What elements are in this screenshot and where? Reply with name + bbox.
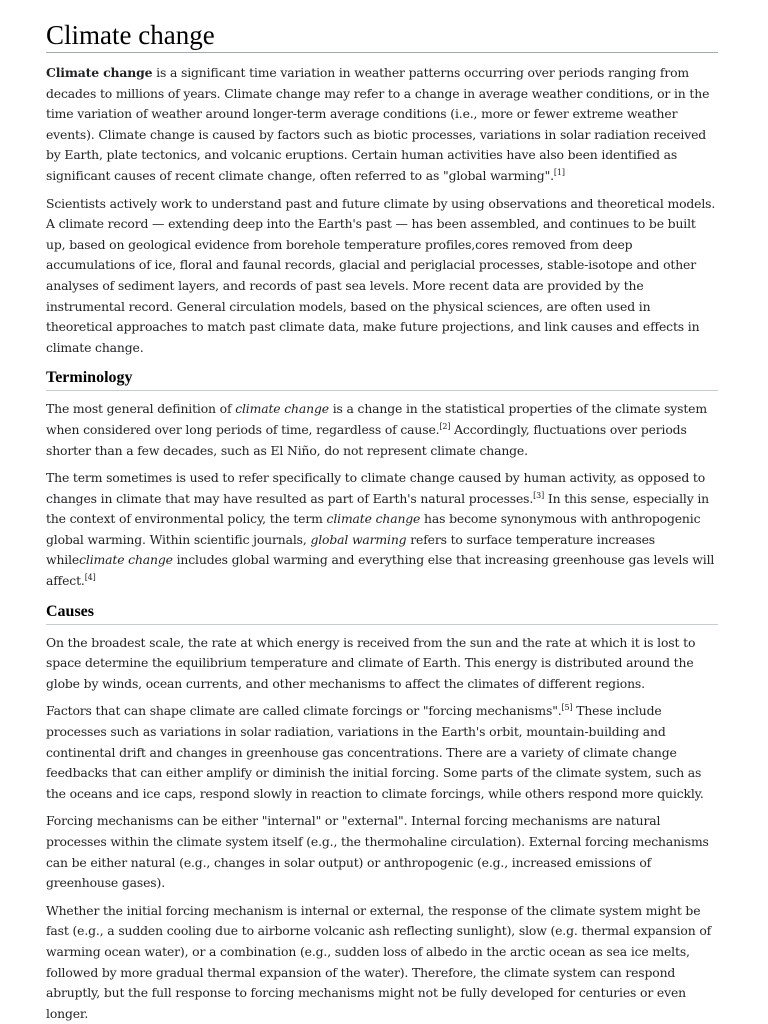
italic-term: global warming [310, 531, 407, 547]
page-title: Climate change [46, 18, 718, 53]
intro-paragraph-1 [46, 63, 718, 187]
citation-ref[interactable]: [3] [533, 490, 545, 500]
text-run: refers to surface temperature increases while [46, 531, 655, 568]
text-run: has become synonymous with anthropogenic global warming. Within scientific journals, [46, 511, 701, 547]
causes-paragraph-4 [46, 901, 718, 1024]
text-run: Accordingly, fluctuations over periods shorter than a few decades, such as El Niño, do not represent climate change. [46, 421, 687, 458]
section-causes [46, 601, 718, 1024]
section-heading-terminology: Terminology [46, 367, 718, 391]
text-run: These include processes such as variations in solar radiation, variations in the Earth's orbit, mountain-building and continental drift and changes in greenhouse gas concentrations. There are a variety of climate change feedbacks that can either amplify or diminish the initial forcing. Some parts of the climate system, such as the oceans and ice caps, respond slowly in reaction to climate forcings, while others respond more quickly. [46, 703, 704, 801]
text-run: is a significant time variation in weather patterns occurring over periods ranging from decades to millions of years. Climate change may refer to a change in average weather conditions, or in the time variation of weather around longer-term average conditions (i.e., more or fewer extreme weather events). Climate change is caused by factors such as biotic processes, variations in solar radiation received by Earth, plate tectonics, and volcanic eruptions. Certain human activities have also been identified as significant causes of recent climate change, often referred to as "global warming". [46, 65, 710, 183]
terminology-paragraph-1 [46, 399, 718, 461]
causes-paragraph-3 [46, 811, 718, 893]
citation-ref[interactable]: [4] [84, 572, 96, 582]
text-run: The most general definition of [46, 401, 236, 417]
italic-term: climate change [326, 511, 421, 527]
text-run: On the broadest scale, the rate at which energy is received from the sun and the rate at which it is lost to space determine the equilibrium temperature and climate of Earth. This energy is distributed around the globe by winds, ocean currents, and other mechanisms to affect the climates of different regions. [46, 634, 696, 691]
text-run: Whether the initial forcing mechanism is internal or external, the response of the climate system might be fast (e.g., a sudden cooling due to airborne volcanic ash reflecting sunlight), slow (e.g. thermal expansion of warming ocean water), or a combination (e.g., sudden loss of albedo in the arctic ocean as sea ice melts, followed by more gradual thermal expansion of the water). Therefore, the climate system can respond abruptly, but the full response to forcing mechanisms might not be fully developed for centuries or even longer. [46, 902, 712, 1021]
bold-term: Climate change [46, 65, 153, 80]
italic-term: climate change [235, 401, 329, 417]
text-run: Scientists actively work to understand past and future climate by using observations and theoretical models. A climate record — extending deep into the Earth's past — has been assembled, and continues to be built up, based on geological evidence from borehole temperature profiles,cores removed from deep accumulations of ice, floral and faunal records, glacial and periglacial processes, stable-isotope and other analyses of sediment layers, and records of past sea levels. More recent data are provided by the instrumental record. General circulation models, based on the physical sciences, are often used in theoretical approaches to match past climate data, make future projections, and link causes and effects in climate change. [46, 195, 716, 355]
terminology-paragraph-2 [46, 468, 718, 592]
citation-ref[interactable]: [1] [553, 167, 565, 177]
text-run: includes global warming and everything else that increasing greenhouse gas levels will affect. [46, 552, 715, 589]
text-run: Factors that can shape climate are called climate forcings or "forcing mechanisms". [46, 703, 562, 719]
citation-ref[interactable]: [5] [561, 703, 573, 713]
causes-paragraph-1 [46, 633, 718, 695]
italic-term: climate change [79, 552, 173, 568]
section-terminology [46, 367, 718, 591]
intro-section [46, 63, 718, 358]
section-heading-causes: Causes [46, 601, 718, 625]
text-run: is a change in the statistical properties of the climate system when considered over long periods of time, regardless of cause. [46, 401, 707, 437]
text-run: The term sometimes is used to refer specifically to climate change caused by human activity, as opposed to changes in climate that may have resulted as part of Earth's natural processes. [46, 470, 706, 506]
text-run: In this sense, especially in the context of environmental policy, the term [46, 490, 709, 527]
intro-paragraph-2 [46, 194, 718, 359]
text-run: Forcing mechanisms can be either "internal" or "external". Internal forcing mechanisms are natural processes within the climate system itself (e.g., the thermohaline circulation). External forcing mechanisms can be either natural (e.g., changes in solar output) or anthropogenic (e.g., increased emissions of greenhouse gases). [46, 813, 709, 891]
causes-paragraph-2 [46, 701, 718, 804]
citation-ref[interactable]: [2] [439, 421, 451, 431]
